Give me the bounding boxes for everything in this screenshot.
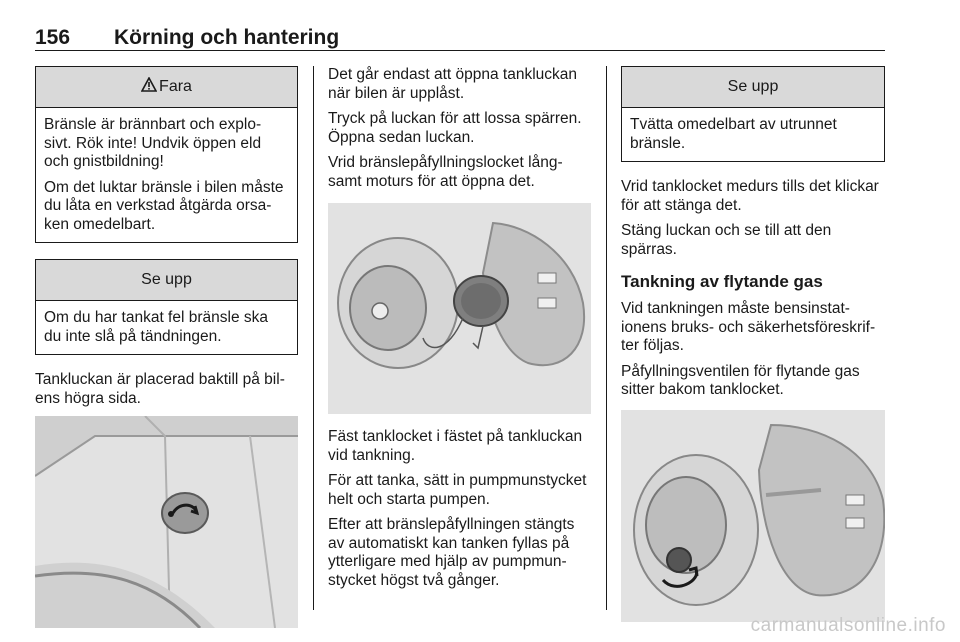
- caution-box-header: [622, 67, 884, 108]
- caution-box: [621, 66, 885, 162]
- lpg-valve-illustration: [621, 410, 885, 622]
- caution-box-title: Se upp: [727, 78, 779, 95]
- body-paragraph: Tryck på luckan för att lossa spärren. Öppna sedan luckan.: [328, 110, 582, 146]
- watermark: carmanualsonline.info: [750, 615, 946, 636]
- danger-box-header: [36, 67, 297, 108]
- column-right: [621, 66, 885, 622]
- body-paragraph: Vid tankningen måste bensinstat- ionens bruks- och säkerhetsföreskrif- ter följas.: [621, 300, 876, 354]
- danger-box-title: Fara: [159, 78, 192, 95]
- caution-box-header: [36, 260, 297, 301]
- caution-text: Om du har tankat fel bränsle ska du inte slå på tändningen.: [44, 309, 269, 345]
- car-rear-illustration: [35, 416, 298, 628]
- body-paragraph: Vrid tanklocket medurs tills det klickar för att stänga det.: [621, 178, 879, 214]
- column-middle: [328, 66, 591, 597]
- body-paragraph: Efter att bränslepåfyllningen stängts av automatiskt kan tanken fyllas på ytterligare med hjälp av pumpmun- stycket högst två gånger.: [328, 516, 575, 589]
- body-paragraph: Vrid bränslepåfyllningslocket lång- samt moturs för att öppna det.: [328, 154, 563, 190]
- caution-box-title: Se upp: [141, 271, 192, 288]
- warning-triangle-icon: [141, 77, 157, 97]
- danger-box: [35, 66, 298, 243]
- section-heading: Tankning av flytande gas: [621, 272, 823, 291]
- body-paragraph: Påfyllningsventilen för flytande gas sitter bakom tanklocket.: [621, 362, 860, 398]
- column-divider: [313, 66, 314, 610]
- caution-text: Tvätta omedelbart av utrunnet bränsle.: [630, 116, 837, 152]
- body-paragraph: För att tanka, sätt in pumpmunstycket helt och starta pumpen.: [328, 472, 587, 508]
- page-header: [35, 22, 885, 51]
- body-paragraph: Tankluckan är placerad baktill på bil- ens högra sida.: [35, 371, 285, 407]
- body-paragraph: Stäng luckan och se till att den spärras.: [621, 222, 832, 258]
- caution-box: [35, 259, 298, 355]
- danger-text-2: Om det luktar bränsle i bilen måste du låta en verkstad åtgärda orsa- ken omedelbart.: [44, 178, 284, 233]
- body-paragraph: Fäst tanklocket i fästet på tankluckan vid tankning.: [328, 428, 583, 464]
- chapter-title: Körning och hantering: [114, 26, 340, 49]
- body-paragraph: Det går endast att öppna tankluckan när bilen är upplåst.: [328, 66, 578, 102]
- fuel-cap-illustration: [328, 203, 591, 414]
- column-divider: [606, 66, 607, 610]
- danger-text-1: Bränsle är brännbart och explo- sivt. Rök inte! Undvik öppen eld och gnistbildning!: [44, 116, 262, 170]
- column-left: [35, 66, 298, 628]
- page-number: 156: [35, 26, 71, 49]
